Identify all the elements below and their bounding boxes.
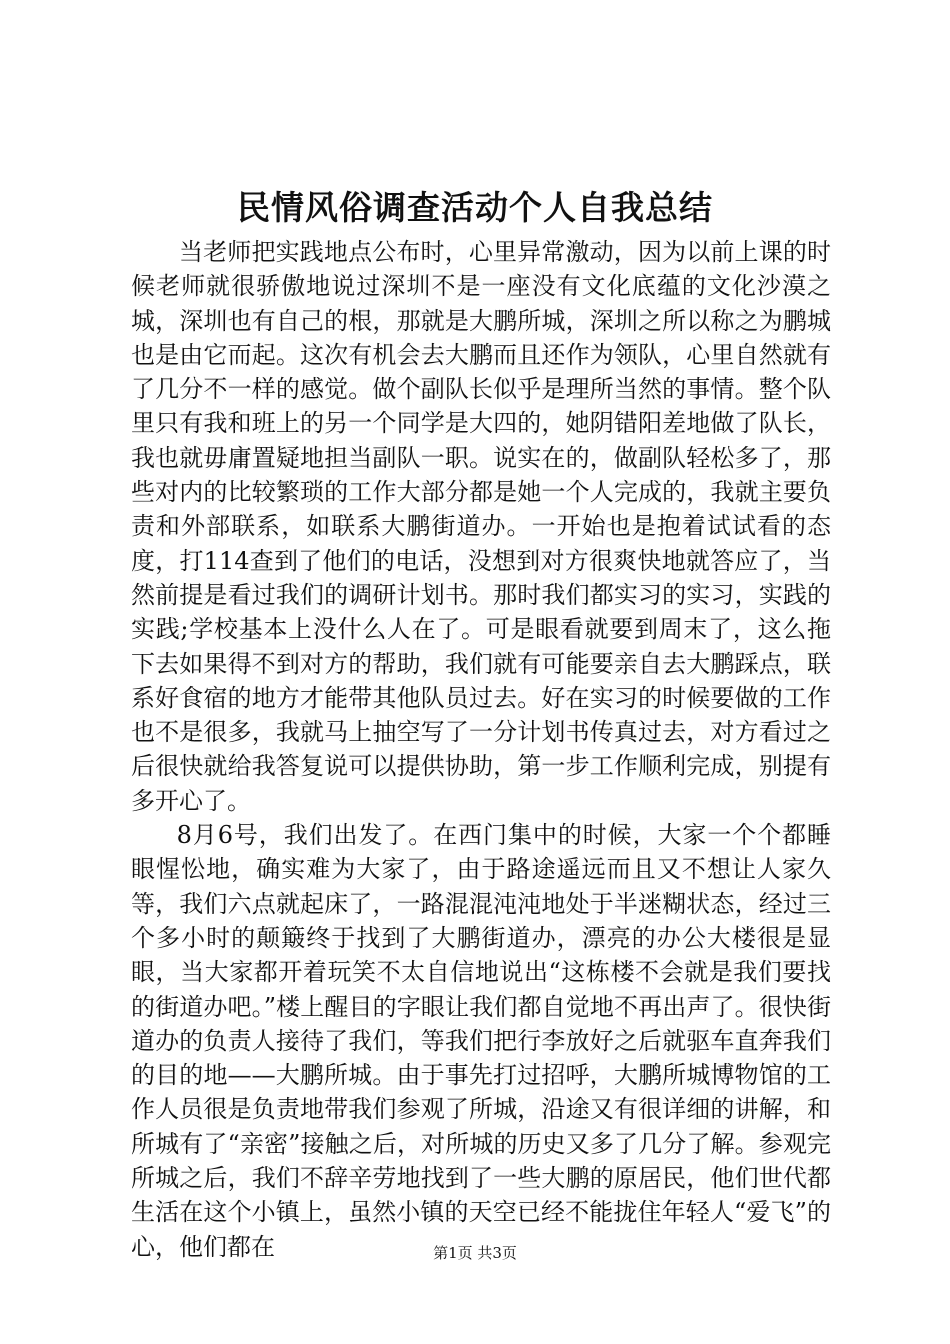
body-paragraph-2: 8月6号，我们出发了。在西门集中的时候，大家一个个都睡眼惺忪地，确实难为大家了，由于路途遥远而且又不想让人家久等，我们六点就起床了，一路混混沌沌地处于半迷糊状态，经过三个多小时的颠簸终于找到了大鹏街道办，漂亮的办公大楼很是显眼，当大家都开着玩笑不太自信地说出“这栋楼不会就是我们要找的街道办吧。”楼上醒目的字眼让我们都自觉地不再出声了。很快街道办的负责人接待了我们，等我们把行李放好之后就驱车直奔我们的目的地——大鹏所城。由于事先打过招呼，大鹏所城博物馆的工作人员很是负责地带我们参观了所城，沿途又有很详细的讲解，和所城有了“亲密”接触之后，对所城的历史又多了几分了解。参观完所城之后，我们不辞辛劳地找到了一些大鹏的原居民，他们世代都生活在这个小镇上，虽然小镇的天空已经不能拢住年轻人“爱飞”的心，他们都在 [131,821,831,1261]
document-title: 民情风俗调查活动个人自我总结 [237,188,713,227]
document-body [131,235,831,1264]
body-paragraph-1: 当老师把实践地点公布时，心里异常激动，因为以前上课的时候老师就很骄傲地说过深圳不是一座没有文化底蕴的文化沙漠之城，深圳也有自己的根，那就是大鹏所城，深圳之所以称之为鹏城也是由它而起。这次有机会去大鹏而且还作为领队，心里自然就有了几分不一样的感觉。做个副队长似乎是理所当然的事情。整个队里只有我和班上的另一个同学是大四的，她阴错阳差地做了队长，我也就毋庸置疑地担当副队一职。说实在的，做副队轻松多了，那些对内的比较繁琐的工作大部分都是她一个人完成的，我就主要负责和外部联系，如联系大鹏街道办。一开始也是抱着试试看的态度，打114查到了他们的电话，没想到对方很爽快地就答应了，当然前提是看过我们的调研计划书。那时我们都实习的实习，实践的实践;学校基本上没什么人在了。可是眼看就要到周末了，这么拖下去如果得不到对方的帮助，我们就有可能要亲自去大鹏踩点，联系好食宿的地方才能带其他队员过去。好在实习的时候要做的工作也不是很多，我就马上抽空写了一分计划书传真过去，对方看过之后很快就给我答复说可以提供协助，第一步工作顺利完成，别提有多开心了。 [131,238,831,815]
page-footer: 第1页 共3页 [433,1244,517,1262]
